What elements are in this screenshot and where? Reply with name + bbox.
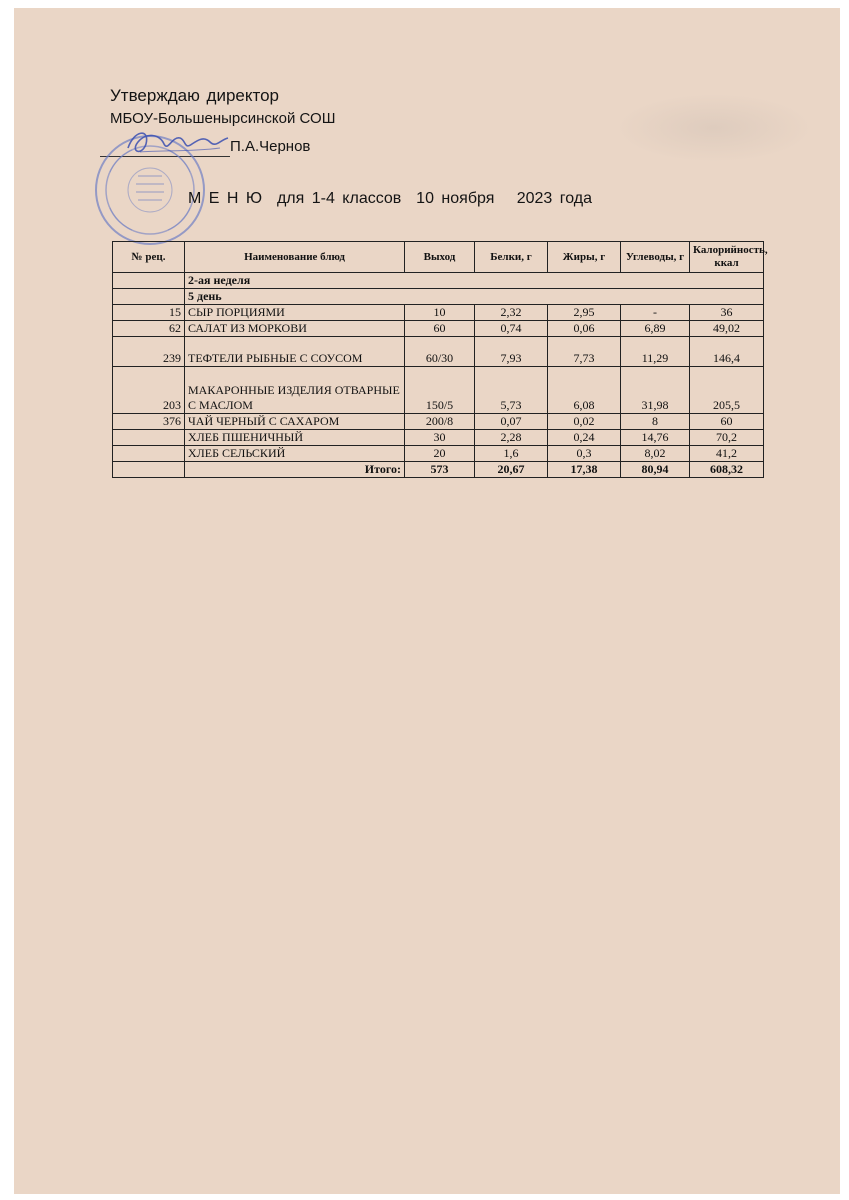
menu-title: М Е Н Ю для 1-4 классов 10 ноября 2023 года (188, 190, 593, 207)
calories: 60 (690, 414, 764, 430)
calories: 70,2 (690, 430, 764, 446)
portion: 60 (405, 321, 475, 337)
calories: 146,4 (690, 337, 764, 367)
total-carbs: 80,94 (621, 462, 690, 478)
recipe-no: 15 (113, 305, 185, 321)
recipe-no: 239 (113, 337, 185, 367)
total-empty-cell (113, 462, 185, 478)
table-row (113, 446, 764, 462)
calories: 205,5 (690, 367, 764, 414)
table-header-row (113, 242, 764, 273)
total-label: Итого: (185, 462, 405, 478)
portion: 150/5 (405, 367, 475, 414)
carbs: 11,29 (621, 337, 690, 367)
carbs: - (621, 305, 690, 321)
approval-school: МБОУ-Большенырсинской СОШ (110, 110, 336, 127)
recipe-no (113, 446, 185, 462)
week-empty-cell (113, 273, 185, 289)
fat: 0,06 (548, 321, 621, 337)
portion: 60/30 (405, 337, 475, 367)
total-portion: 573 (405, 462, 475, 478)
fat: 0,3 (548, 446, 621, 462)
protein: 7,93 (475, 337, 548, 367)
fat: 0,24 (548, 430, 621, 446)
director-signature (120, 122, 235, 162)
portion: 200/8 (405, 414, 475, 430)
week-label: 2-ая неделя (185, 273, 764, 289)
protein: 0,07 (475, 414, 548, 430)
calories: 36 (690, 305, 764, 321)
week-row (113, 273, 764, 289)
header-calories: Калорийность, ккал (690, 242, 764, 273)
header-dish-name: Наименование блюд (185, 242, 405, 273)
fat: 2,95 (548, 305, 621, 321)
recipe-no: 62 (113, 321, 185, 337)
dish-name: ЧАЙ ЧЕРНЫЙ С САХАРОМ (185, 414, 405, 430)
carbs: 31,98 (621, 367, 690, 414)
portion: 10 (405, 305, 475, 321)
header-fat: Жиры, г (548, 242, 621, 273)
recipe-no: 376 (113, 414, 185, 430)
total-fat: 17,38 (548, 462, 621, 478)
day-label: 5 день (185, 289, 764, 305)
dish-name: СЫР ПОРЦИЯМИ (185, 305, 405, 321)
recipe-no: 203 (113, 367, 185, 414)
dish-name: МАКАРОННЫЕ ИЗДЕЛИЯ ОТВАРНЫЕ С МАСЛОМ (185, 367, 405, 414)
carbs: 8 (621, 414, 690, 430)
dish-name: ХЛЕБ ПШЕНИЧНЫЙ (185, 430, 405, 446)
total-calories: 608,32 (690, 462, 764, 478)
fat: 7,73 (548, 337, 621, 367)
calories: 49,02 (690, 321, 764, 337)
header-protein: Белки, г (475, 242, 548, 273)
menu-table (112, 241, 768, 478)
table-row (113, 430, 764, 446)
day-empty-cell (113, 289, 185, 305)
table-row (113, 367, 764, 414)
day-row (113, 289, 764, 305)
dish-name: ХЛЕБ СЕЛЬСКИЙ (185, 446, 405, 462)
header-recipe-no: № рец. (113, 242, 185, 273)
carbs: 8,02 (621, 446, 690, 462)
table-row (113, 305, 764, 321)
fat: 6,08 (548, 367, 621, 414)
portion: 30 (405, 430, 475, 446)
recipe-no (113, 430, 185, 446)
approval-heading: Утверждаю директор (110, 86, 280, 105)
protein: 2,32 (475, 305, 548, 321)
header-portion: Выход (405, 242, 475, 273)
table-row (113, 321, 764, 337)
protein: 2,28 (475, 430, 548, 446)
protein: 0,74 (475, 321, 548, 337)
calories: 41,2 (690, 446, 764, 462)
carbs: 6,89 (621, 321, 690, 337)
header-carbs: Углеводы, г (621, 242, 690, 273)
dish-name: САЛАТ ИЗ МОРКОВИ (185, 321, 405, 337)
carbs: 14,76 (621, 430, 690, 446)
approval-director-name: П.А.Чернов (230, 138, 311, 155)
total-row (113, 462, 764, 478)
table-row (113, 337, 764, 367)
total-protein: 20,67 (475, 462, 548, 478)
protein: 5,73 (475, 367, 548, 414)
fat: 0,02 (548, 414, 621, 430)
table-row (113, 414, 764, 430)
dish-name: ТЕФТЕЛИ РЫБНЫЕ С СОУСОМ (185, 337, 405, 367)
portion: 20 (405, 446, 475, 462)
protein: 1,6 (475, 446, 548, 462)
